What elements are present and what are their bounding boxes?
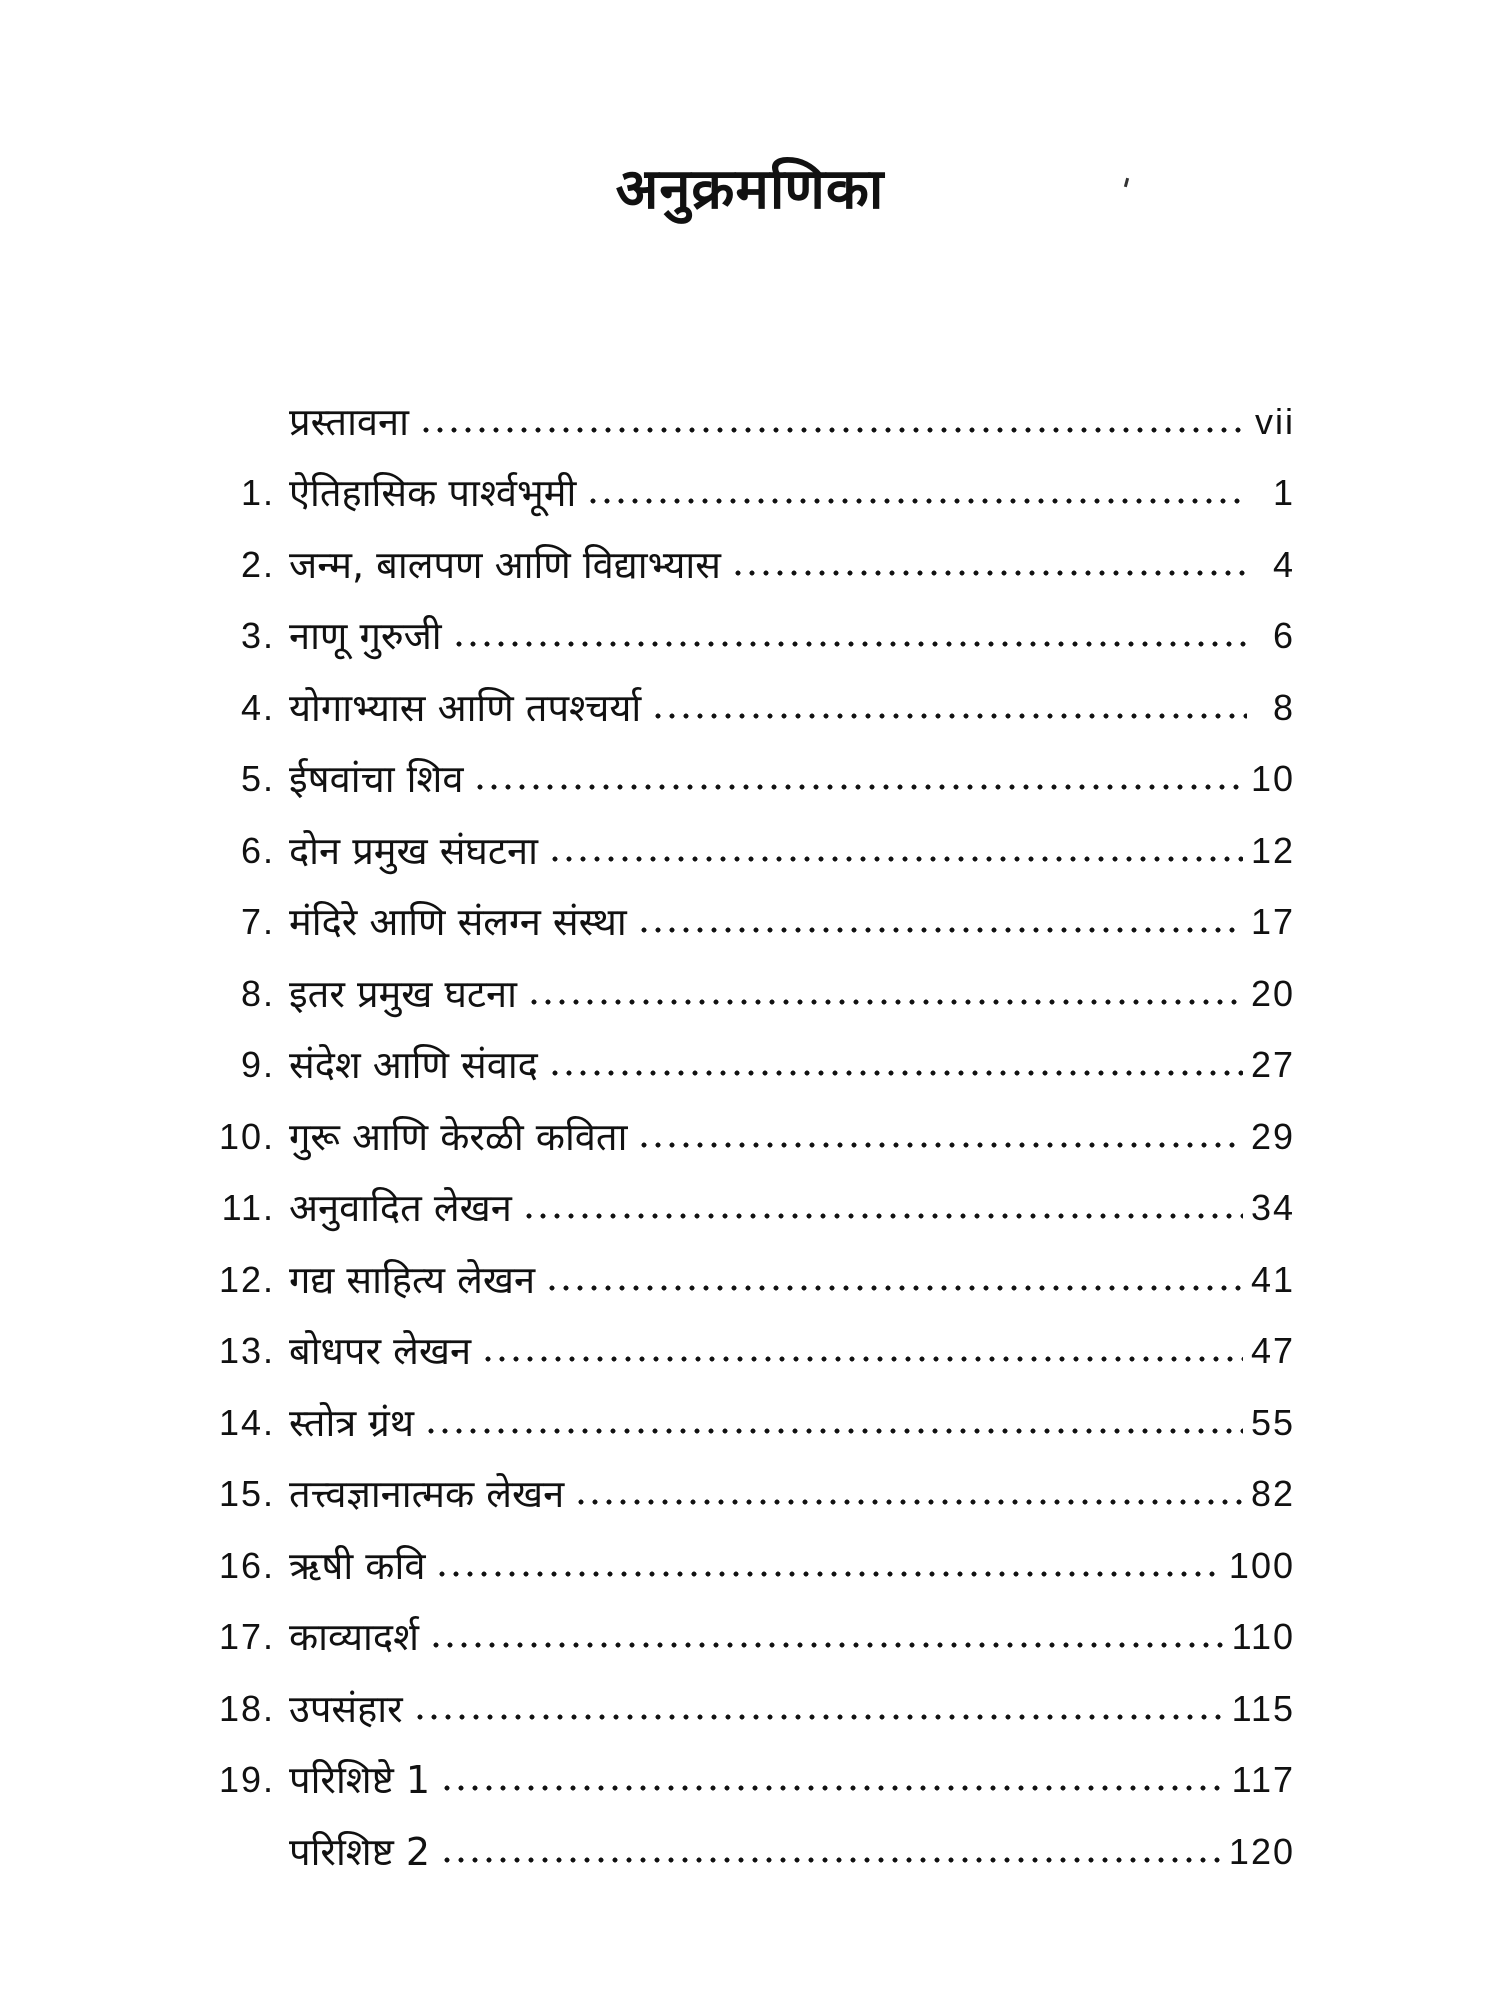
toc-entry-number: 9. xyxy=(240,1044,275,1086)
toc-entry-page: 55 xyxy=(1250,1401,1295,1443)
toc-entry-label: दोन प्रमुख संघटना xyxy=(289,828,538,873)
toc-entry-page: vii xyxy=(1255,400,1295,442)
toc-entry[interactable] xyxy=(175,744,1295,816)
dot-leader xyxy=(586,497,1247,505)
toc-entry-label: जन्म, बालपण आणि विद्याभ्यास xyxy=(289,542,721,587)
toc-entry[interactable] xyxy=(175,815,1295,887)
toc-entry-page: 41 xyxy=(1250,1258,1295,1300)
toc-entry[interactable] xyxy=(175,672,1295,744)
toc-entry-number: 3. xyxy=(240,615,275,657)
toc-entry-label: ऐतिहासिक पार्श्वभूमी xyxy=(289,471,577,516)
dot-leader xyxy=(481,1355,1243,1363)
toc-entry-number: 18. xyxy=(218,1687,275,1729)
dot-leader xyxy=(545,1284,1243,1292)
toc-entry[interactable] xyxy=(175,458,1295,530)
toc-entry-number: 12. xyxy=(218,1258,275,1300)
toc-entry-label: गद्य साहित्य लेखन xyxy=(289,1257,536,1302)
toc-entry-label: नाणू गुरुजी xyxy=(289,614,442,659)
toc-entry-page: 17 xyxy=(1250,901,1295,943)
toc-entry-page: 1 xyxy=(1272,472,1295,514)
dot-leader xyxy=(435,1570,1220,1578)
toc-entry-page: 6 xyxy=(1272,615,1295,657)
toc-entry[interactable] xyxy=(175,529,1295,601)
toc-entry-label: प्रस्तावना xyxy=(289,399,409,444)
toc-entry[interactable] xyxy=(175,1030,1295,1102)
dot-leader xyxy=(452,640,1247,648)
toc-entry-page: 4 xyxy=(1272,543,1295,585)
toc-entry-label: स्तोत्र ग्रंथ xyxy=(289,1400,415,1445)
toc-entry[interactable] xyxy=(175,601,1295,673)
dot-leader xyxy=(548,1069,1243,1077)
toc-entry-label: काव्यादर्श xyxy=(289,1615,419,1660)
toc-entry-page: 8 xyxy=(1272,686,1295,728)
toc-entry-number: 7. xyxy=(240,901,275,943)
toc-entry[interactable] xyxy=(175,386,1295,458)
toc-entry-number: 1. xyxy=(240,472,275,514)
dot-leader xyxy=(637,1141,1243,1149)
toc-entry-page: 100 xyxy=(1228,1544,1295,1586)
toc-entry[interactable] xyxy=(175,1816,1295,1888)
toc-entry[interactable] xyxy=(175,1673,1295,1745)
toc-entry-label: अनुवादित लेखन xyxy=(289,1186,512,1231)
toc-entry-page: 20 xyxy=(1250,972,1295,1014)
toc-entry-label: मंदिरे आणि संलग्न संस्था xyxy=(289,900,627,945)
toc-entry-label: ऋषी कवि xyxy=(289,1543,426,1588)
toc-entry-number: 6. xyxy=(240,829,275,871)
toc-entry-number: 11. xyxy=(221,1187,275,1229)
toc-entry-page: 47 xyxy=(1250,1330,1295,1372)
dot-leader xyxy=(527,998,1243,1006)
toc-entry[interactable] xyxy=(175,1745,1295,1817)
toc-entry-label: संदेश आणि संवाद xyxy=(289,1043,538,1088)
dot-leader xyxy=(522,1212,1243,1220)
toc-entry[interactable] xyxy=(175,1459,1295,1531)
toc-entry-page: 27 xyxy=(1250,1044,1295,1086)
toc-entry[interactable] xyxy=(175,1530,1295,1602)
toc-entry-label: तत्त्वज्ञानात्मक लेखन xyxy=(289,1472,565,1517)
dot-leader xyxy=(419,426,1247,434)
toc-entry-number: 19. xyxy=(218,1759,275,1801)
toc-entry-label: परिशिष्ट 2 xyxy=(289,1829,431,1874)
dot-leader xyxy=(440,1856,1221,1864)
toc-entry-number: 10. xyxy=(218,1115,275,1157)
toc-entry[interactable] xyxy=(175,1316,1295,1388)
dot-leader xyxy=(473,783,1242,791)
toc-entry-page: 110 xyxy=(1231,1616,1295,1658)
toc-entry-number: 8. xyxy=(240,972,275,1014)
toc-entry-number: 5. xyxy=(240,758,275,800)
toc-entry-page: 115 xyxy=(1231,1687,1295,1729)
toc-entry-number: 16. xyxy=(218,1544,275,1586)
dot-leader xyxy=(429,1641,1224,1649)
toc-entry[interactable] xyxy=(175,1387,1295,1459)
toc-entry-number: 15. xyxy=(218,1473,275,1515)
dot-leader xyxy=(413,1713,1224,1721)
toc-entry[interactable] xyxy=(175,887,1295,959)
dot-leader xyxy=(731,569,1247,577)
toc-entry-label: इतर प्रमुख घटना xyxy=(289,971,517,1016)
toc-entry-page: 12 xyxy=(1250,829,1295,871)
toc-entry-page: 82 xyxy=(1250,1473,1295,1515)
toc-entry[interactable] xyxy=(175,1101,1295,1173)
dot-leader xyxy=(651,712,1247,720)
dot-leader xyxy=(440,1784,1223,1792)
toc-entry-number: 4. xyxy=(240,686,275,728)
toc-entry-number: 2. xyxy=(240,543,275,585)
toc-entry[interactable] xyxy=(175,958,1295,1030)
table-of-contents xyxy=(175,386,1295,1888)
toc-entry-label: ईषवांचा शिव xyxy=(289,757,464,802)
toc-entry-label: उपसंहार xyxy=(289,1686,403,1731)
page-title: अनुक्रमणिका xyxy=(615,157,885,222)
toc-entry-page: 120 xyxy=(1228,1830,1295,1872)
toc-entry[interactable] xyxy=(175,1244,1295,1316)
toc-entry-label: गुरू आणि केरळी कविता xyxy=(289,1114,628,1159)
toc-entry-page: 10 xyxy=(1250,758,1295,800)
dot-leader xyxy=(548,855,1243,863)
toc-entry-label: परिशिष्टे 1 xyxy=(289,1758,431,1803)
toc-entry-page: 117 xyxy=(1231,1759,1295,1801)
toc-entry-number: 17. xyxy=(218,1616,275,1658)
toc-entry-number: 14. xyxy=(218,1401,275,1443)
dot-leader xyxy=(637,926,1243,934)
toc-entry[interactable] xyxy=(175,1173,1295,1245)
toc-entry-page: 29 xyxy=(1250,1115,1295,1157)
toc-entry-page: 34 xyxy=(1250,1187,1295,1229)
toc-entry[interactable] xyxy=(175,1602,1295,1674)
toc-entry-number: 13. xyxy=(218,1330,275,1372)
dot-leader xyxy=(574,1498,1243,1506)
toc-entry-label: बोधपर लेखन xyxy=(289,1329,472,1374)
toc-entry-label: योगाभ्यास आणि तपश्चर्या xyxy=(289,685,642,730)
dot-leader xyxy=(424,1427,1243,1435)
